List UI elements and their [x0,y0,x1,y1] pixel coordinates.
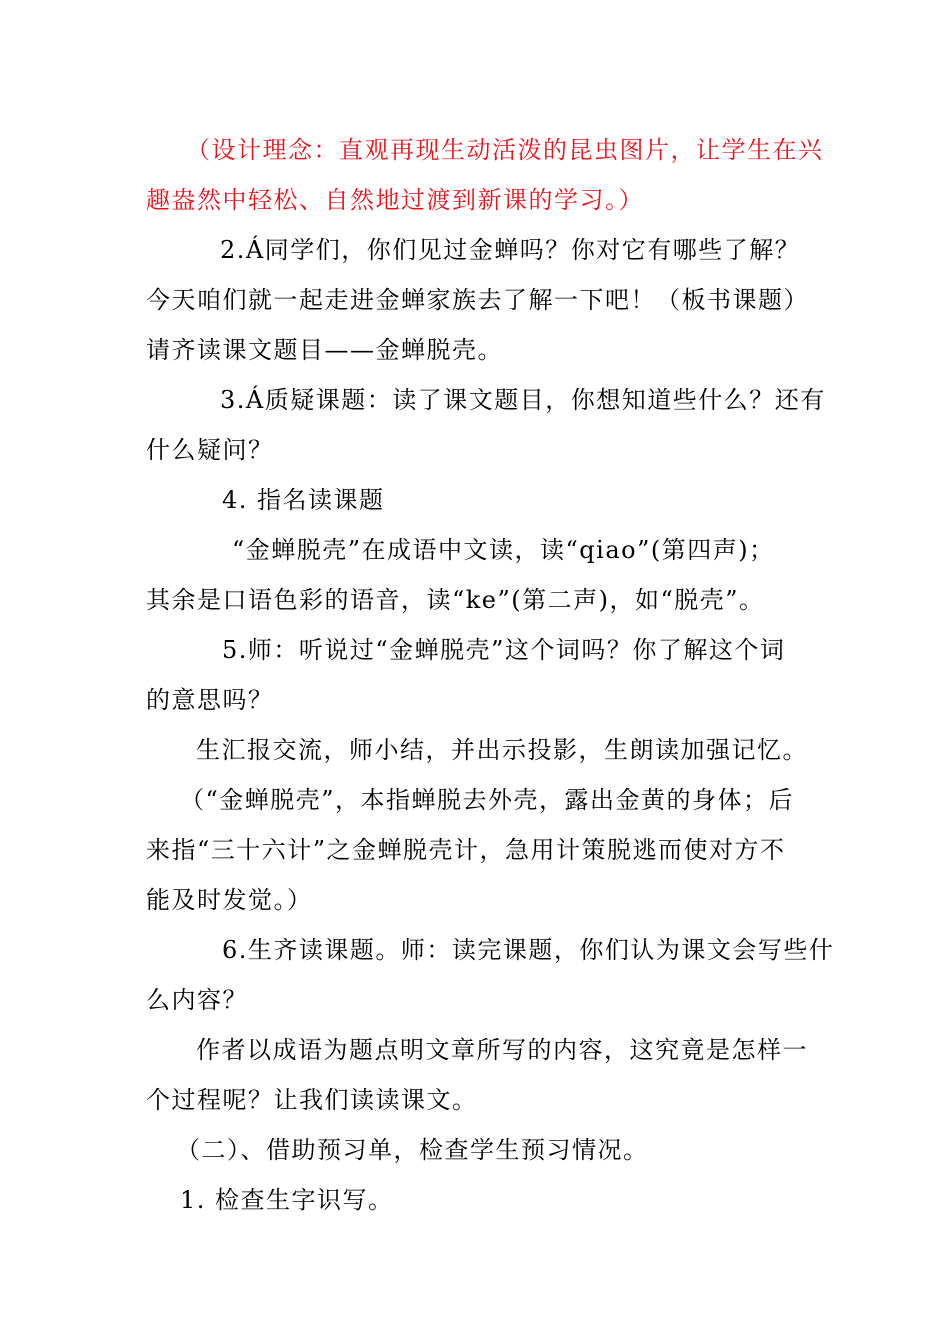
explanation-line-3: 能及时发觉。） [146,886,313,914]
explanation-line-2: 来指“三十六计”之金蝉脱壳计，急用计策脱逃而使对方不 [146,836,786,864]
section2-item1: 1. 检查生字识写。 [180,1186,394,1214]
item2-line-1: 2.Á同学们，你们见过金蝉吗？你对它有哪些了解？ [220,236,801,264]
item3-line-2: 什么疑问？ [146,436,274,464]
pronunciation-line-1: “金蝉脱壳”在成语中文读，读“qiao”(第四声)； [232,536,775,564]
item2-line-2: 今天咱们就一起走进金蝉家族去了解一下吧！（板书课题） [146,286,809,314]
design-note-line-2: 趣盎然中轻松、自然地过渡到新课的学习。） [146,186,644,214]
item2-line-3: 请齐读课文题目——金蝉脱壳。 [146,336,503,364]
design-note-line-1: （设计理念：直观再现生动活泼的昆虫图片，让学生在兴 [186,136,824,164]
explanation-line-1: （“金蝉脱壳”，本指蝉脱去外壳，露出金黄的身体；后 [180,786,795,814]
item5-line-1: 5.师：听说过“金蝉脱壳”这个词吗？你了解这个词 [222,636,786,664]
author-line-2: 个过程呢？让我们读读课文。 [146,1086,478,1114]
item6-line-2: 么内容？ [146,986,248,1014]
item5-line-2: 的意思吗？ [146,686,274,714]
item4-line-1: 4. 指名读课题 [222,486,385,514]
item3-line-1: 3.Á质疑课题：读了课文题目，你想知道些什么？还有 [220,386,826,414]
section2-heading: （二）、借助预习单，检查学生预习情况。 [176,1136,649,1164]
item6-line-1: 6.生齐读课题。师：读完课题，你们认为课文会写些什 [222,936,835,964]
summary-line-1: 生汇报交流，师小结，并出示投影，生朗读加强记忆。 [196,736,808,764]
pronunciation-line-2: 其余是口语色彩的语音，读“ke”(第二声)，如“脱壳”。 [146,586,765,614]
author-line-1: 作者以成语为题点明文章所写的内容，这究竟是怎样一 [196,1036,808,1064]
